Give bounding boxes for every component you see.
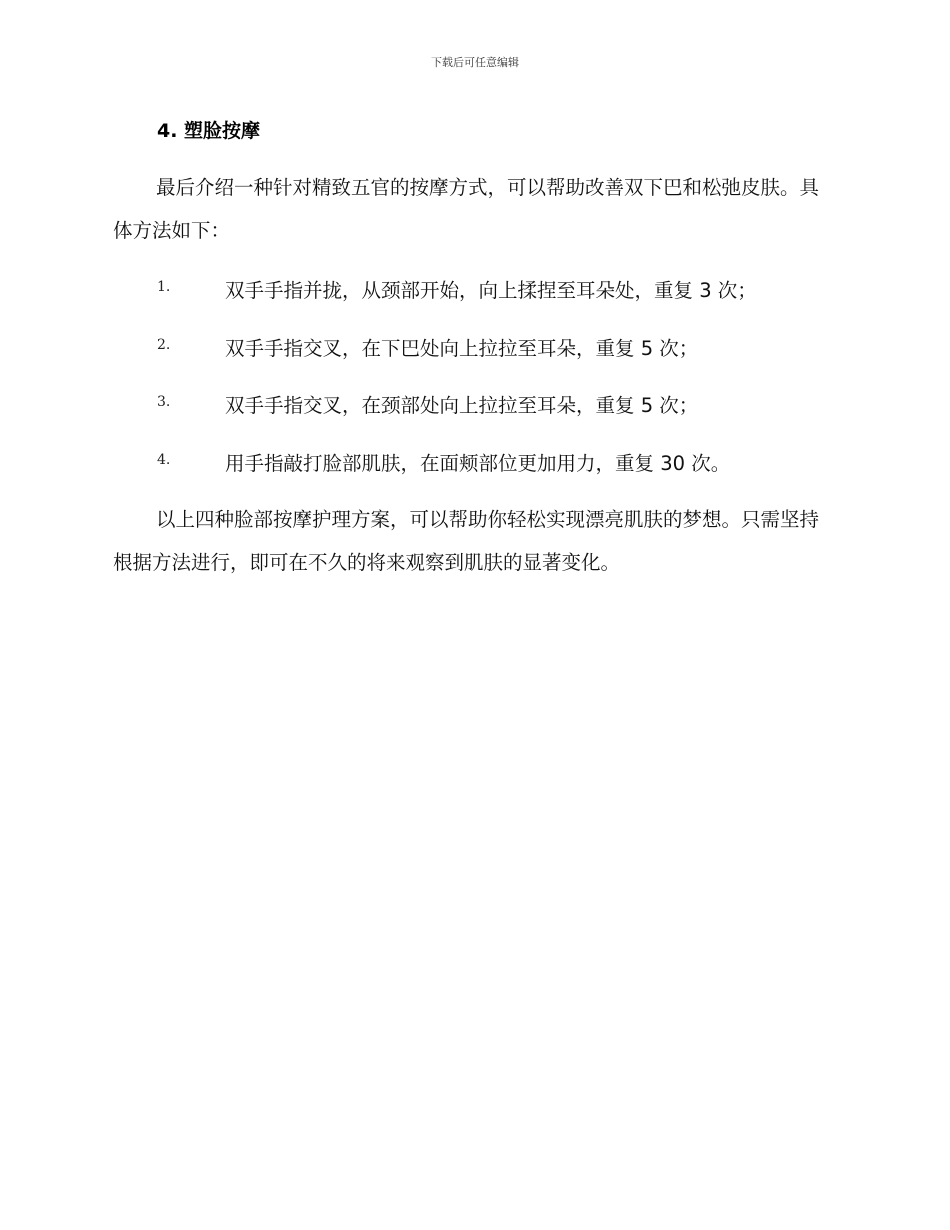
list-item-text: 用手指敲打脸部肌肤，在面颊部位更加用力，重复 30 次。 (225, 451, 731, 475)
list-item (0, 267, 950, 325)
header-note: 下载后可任意编辑 (431, 56, 519, 69)
list-item (0, 440, 950, 498)
steps-list (0, 267, 950, 497)
outro-paragraph: 以上四种脸部按摩护理方案，可以帮助你轻松实现漂亮肌肤的梦想。只需坚持根据方法进行，即可在不久的将来观察到肌肤的显著变化。 (113, 508, 820, 574)
list-item-number: 1. (157, 279, 171, 295)
list-item-number: 2. (157, 336, 171, 353)
list-item-number: 4. (157, 451, 171, 468)
list-item-text: 双手手指交叉，在颈部处向上拉拉至耳朵，重复 5 次； (225, 394, 699, 417)
list-item-number: 3. (157, 394, 171, 410)
section-heading: 4. 塑脸按摩 (157, 120, 261, 142)
list-item (0, 325, 950, 383)
list-item-text: 双手手指并拢，从颈部开始，向上揉捏至耳朵处，重复 3 次； (225, 279, 757, 302)
intro-paragraph: 最后介绍一种针对精致五官的按摩方式，可以帮助改善双下巴和松弛皮肤。具体方法如下： (113, 176, 820, 242)
list-item (0, 382, 950, 440)
list-item-text: 双手手指交叉，在下巴处向上拉拉至耳朵，重复 5 次； (225, 336, 699, 360)
